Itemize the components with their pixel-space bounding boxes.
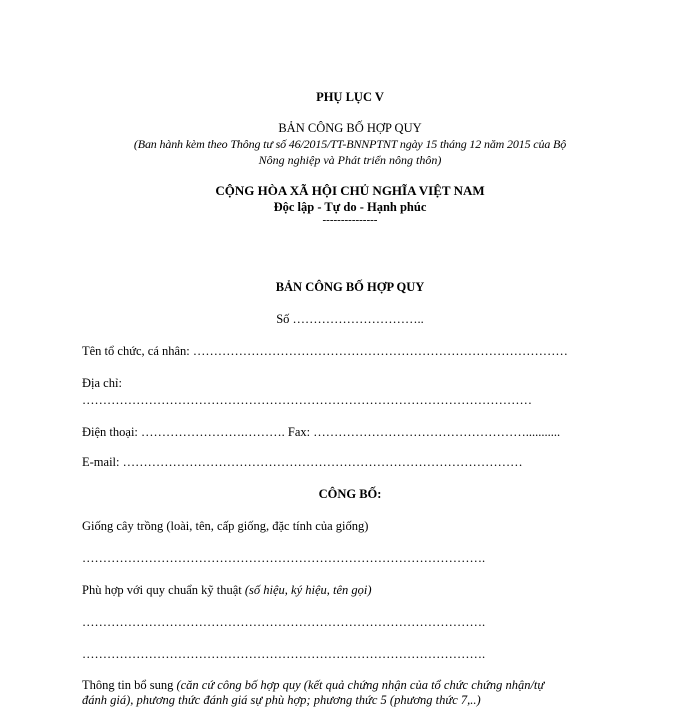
- standard-label: [82, 583, 372, 598]
- extra-info-label: [82, 678, 544, 693]
- address-field: ………………………………………………………………………………………………: [82, 393, 532, 407]
- number-line: Số …………………………..: [276, 312, 424, 326]
- separator: ---------------: [322, 214, 378, 226]
- form-title-top: BẢN CÔNG BỐ HỢP QUY: [278, 121, 422, 135]
- address-label: Địa chỉ:: [82, 376, 122, 390]
- extra-label-plain: Thông tin bổ sung: [82, 678, 177, 692]
- variety-label: Giống cây trồng (loài, tên, cấp giống, đặc tính của giống): [82, 519, 369, 533]
- email-field: E-mail: ……………………………………………………………………………………: [82, 455, 523, 469]
- issuance-note-line1: (Ban hành kèm theo Thông tư số 46/2015/TT-BNNPTNT ngày 15 tháng 12 năm 2015 của Bộ: [133, 137, 567, 151]
- standard-label-italic: (số hiệu, ký hiệu, tên gọi): [244, 583, 372, 597]
- standard-field-1: …………………………………………………………………………………….: [82, 615, 486, 629]
- standard-field-2: …………………………………………………………………………………….: [82, 647, 486, 661]
- phone-fax-field: Điện thoại: …………………….………. Fax: ……………………………………………...........: [82, 425, 561, 439]
- extra-info-line2: đánh giá), phương thức đánh giá sự phù hợp; phương thức 5 (phương thức 7,..): [82, 693, 481, 707]
- organization-field: Tên tổ chức, cá nhân: ………………………………………………………………………………: [82, 344, 568, 358]
- issuance-note-line2: Nông nghiệp và Phát triển nông thôn): [258, 153, 442, 167]
- variety-field: …………………………………………………………………………………….: [82, 551, 486, 565]
- declare-heading: CÔNG BỐ:: [318, 487, 382, 501]
- appendix-title: PHỤ LỤC V: [316, 90, 384, 104]
- motto: Độc lập - Tự do - Hạnh phúc: [273, 200, 427, 214]
- country-name: CỘNG HÒA XÃ HỘI CHỦ NGHĨA VIỆT NAM: [215, 183, 485, 198]
- form-title: BẢN CÔNG BỐ HỢP QUY: [275, 280, 425, 294]
- extra-label-italic: (căn cứ công bố hợp quy (kết quả chứng nhận của tổ chức chứng nhận/tự: [176, 678, 545, 692]
- standard-label-plain: Phù hợp với quy chuẩn kỹ thuật: [82, 583, 245, 597]
